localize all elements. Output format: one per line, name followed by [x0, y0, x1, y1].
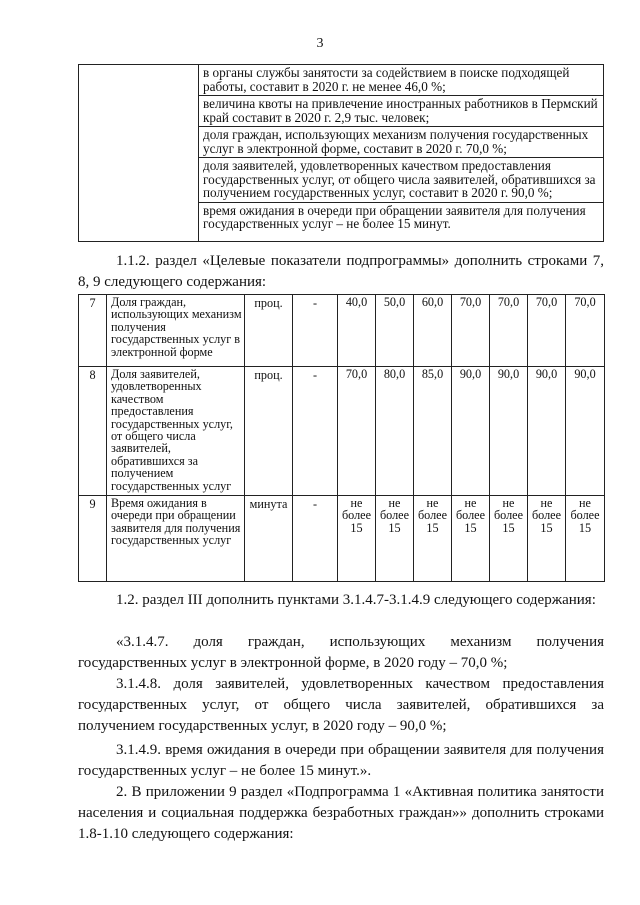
value-cell: 70,0: [452, 295, 490, 367]
empty-cell: [79, 65, 199, 242]
value-cell: 70,0: [490, 295, 528, 367]
unit-cell: минута: [245, 496, 293, 582]
unit-cell: проц.: [245, 295, 293, 367]
dash-cell: -: [293, 367, 338, 496]
indicator-name: Доля граждан, использующих механизм получения государственных услуг в электронной форме: [107, 295, 245, 367]
value-cell: 90,0: [566, 367, 605, 496]
target-entry: в органы службы занятости за содействием в поиске подходящей работы, составит в 2020 г. не менее 46,0 %;: [199, 65, 603, 96]
table-row: [79, 367, 605, 496]
indicator-name: Время ожидания в очереди при обращении заявителя для получения государственных услуг: [107, 496, 245, 582]
value-cell: 85,0: [414, 367, 452, 496]
value-cell: не более 15: [376, 496, 414, 582]
paragraph-3-1-4-9: 3.1.4.9. время ожидания в очереди при обращении заявителя для получения государственных услуг – не более 15 минут.».: [78, 742, 604, 779]
value-cell: 60,0: [414, 295, 452, 367]
dash-cell: -: [293, 496, 338, 582]
table-row: [79, 496, 605, 582]
value-cell: не более 15: [490, 496, 528, 582]
indicator-name: Доля заявителей, удовлетворенных качеством предоставления государственных услуг, от общего числа заявителей, обратившихся за получением государственных услуг: [107, 367, 245, 496]
page-number: 3: [316, 36, 324, 51]
target-entry: время ожидания в очереди при обращении заявителя для получения государственных услуг – не более 15 минут.: [203, 202, 586, 231]
paragraph-1-2: 1.2. раздел III дополнить пунктами 3.1.4.7-3.1.4.9 следующего содержания:: [116, 592, 596, 608]
value-cell: 70,0: [566, 295, 605, 367]
value-cell: не более 15: [338, 496, 376, 582]
value-cell: 70,0: [528, 295, 566, 367]
value-cell: 90,0: [528, 367, 566, 496]
value-cell: не более 15: [452, 496, 490, 582]
dash-cell: -: [293, 295, 338, 367]
paragraph-3-1-4-8: 3.1.4.8. доля заявителей, удовлетворенных качеством предоставления государственных услуг, от общего числа заявителей, обратившихся за получением государственных услуг, в 2020 году – 90,0 %;: [78, 676, 604, 734]
target-entry: величина квоты на привлечение иностранных работников в Пермский край составит в 2020 г. 2,9 тыс. человек;: [199, 96, 603, 127]
value-cell: 50,0: [376, 295, 414, 367]
row-number: 8: [79, 367, 107, 496]
continuation-table: [78, 64, 604, 242]
value-cell: не более 15: [528, 496, 566, 582]
value-cell: не более 15: [414, 496, 452, 582]
value-cell: 90,0: [452, 367, 490, 496]
target-entry: доля заявителей, удовлетворенных качеством предоставления государственных услуг, от общего числа заявителей, обратившихся за получением государственных услуг, составит в 2020 г. 90,0 %;: [199, 158, 603, 203]
target-entry: доля граждан, использующих механизм получения государственных услуг в электронной форме, составит в 2020 г. 70,0 %;: [199, 127, 603, 158]
paragraph-3-1-4-7: «3.1.4.7. доля граждан, использующих механизм получения государственных услуг в электронной форме, в 2020 году – 70,0 %;: [78, 634, 604, 671]
indicators-table: [78, 294, 605, 582]
paragraph-2: 2. В приложении 9 раздел «Подпрограмма 1 «Активная политика занятости населения и социальная поддержка безработных граждан»» дополнить строками 1.8-1.10 следующего содержания:: [78, 784, 604, 842]
value-cell: 80,0: [376, 367, 414, 496]
paragraph-1-1-2: 1.1.2. раздел «Целевые показатели подпрограммы» дополнить строками 7, 8, 9 следующего содержания:: [78, 253, 604, 290]
value-cell: 40,0: [338, 295, 376, 367]
row-number: 9: [79, 496, 107, 582]
targets-cell: [199, 65, 604, 242]
unit-cell: проц.: [245, 367, 293, 496]
value-cell: не более 15: [566, 496, 605, 582]
value-cell: 70,0: [338, 367, 376, 496]
table-row: [79, 295, 605, 367]
row-number: 7: [79, 295, 107, 367]
value-cell: 90,0: [490, 367, 528, 496]
